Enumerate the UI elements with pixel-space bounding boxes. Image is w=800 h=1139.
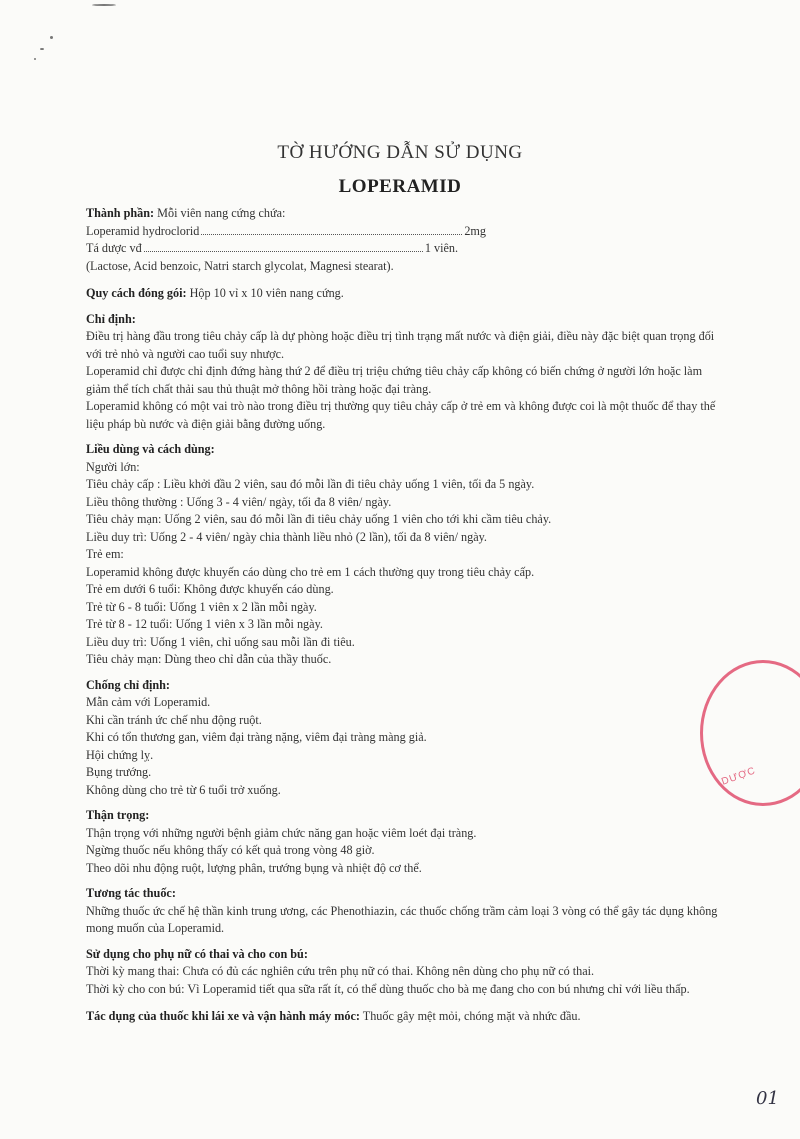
dosage-line: Trẻ em dưới 6 tuổi: Không được khuyến cáo dùng. xyxy=(86,582,334,596)
composition-section xyxy=(86,205,726,275)
dosage-line: Trẻ từ 8 - 12 tuổi: Uống 1 viên x 3 lần mỗi ngày. xyxy=(86,617,323,631)
dosage-line: Loperamid không được khuyến cáo dùng cho trẻ em 1 cách thường quy trong tiêu chảy cấp. xyxy=(86,564,535,579)
composition-intro: Mỗi viên nang cứng chứa: xyxy=(157,206,286,220)
stamp-text: DƯỢC xyxy=(720,765,758,788)
contraindications-heading: Chống chỉ định: xyxy=(86,677,170,692)
contraindication-line: Hội chứng lỵ. xyxy=(86,747,154,762)
handwritten-signature: 01 xyxy=(756,1088,779,1109)
dosage-line: Liều duy trì: Uống 2 - 4 viên/ ngày chia thành liều nhỏ (2 lần), tối đa 8 viên/ ngày. xyxy=(86,529,487,544)
precaution-line: Thận trọng với những người bệnh giảm chức năng gan hoặc viêm loét đại tràng. xyxy=(86,825,477,840)
precaution-line: Theo dõi nhu động ruột, lượng phân, trướng bụng và nhiệt độ cơ thể. xyxy=(86,860,422,875)
pregnancy-line: Thời kỳ cho con bú: Vì Loperamid tiết qua sữa rất ít, có thể dùng thuốc cho bà mẹ đang cho con bú nhưng chỉ với liều thấp. xyxy=(86,981,690,996)
interactions-section xyxy=(86,885,726,938)
pregnancy-section xyxy=(86,946,726,999)
precautions-heading: Thận trọng: xyxy=(86,808,150,822)
scan-speck xyxy=(92,4,116,6)
dosage-line: Tiêu chảy mạn: Dùng theo chỉ dẫn của thầy thuốc. xyxy=(86,652,332,666)
indications-section xyxy=(86,311,726,434)
dosage-heading: Liều dùng và cách dùng: xyxy=(86,442,215,456)
dosage-line: Người lớn: xyxy=(86,459,140,474)
scan-speck xyxy=(34,58,36,60)
pregnancy-line: Thời kỳ mang thai: Chưa có đủ các nghiên cứu trên phụ nữ có thai. Không nên dùng cho phụ nữ có thai. xyxy=(86,964,595,978)
scan-speck xyxy=(40,48,44,50)
dosage-line: Tiêu chảy cấp : Liều khởi đầu 2 viên, sau đó mỗi lần đi tiêu chảy uống 1 viên, tối đa 5 ngày. xyxy=(86,477,535,491)
dosage-line: Liều duy trì: Uống 1 viên, chỉ uống sau mỗi lần đi tiêu. xyxy=(86,634,355,649)
packaging-heading: Quy cách đóng gói: xyxy=(86,286,187,300)
driving-heading: Tác dụng của thuốc khi lái xe và vận hành máy móc: xyxy=(86,1009,360,1023)
precaution-line: Ngừng thuốc nếu không thấy có kết quả trong vòng 48 giờ. xyxy=(86,843,375,857)
contraindications-section xyxy=(86,677,726,800)
dosage-line: Liều thông thường : Uống 3 - 4 viên/ ngày, tối đa 8 viên/ ngày. xyxy=(86,494,392,509)
indications-paragraph: Điều trị hàng đầu trong tiêu chảy cấp là dự phòng hoặc điều trị tình trạng mất nước và điện giải, điều này đặc biệt quan trọng đối với trẻ nhỏ và người cao tuổi suy nhược. xyxy=(86,329,715,361)
composition-item: Tá dược vđ 1 viên. xyxy=(86,241,458,255)
indications-heading: Chỉ định: xyxy=(86,311,136,326)
contraindication-line: Mẫn cảm với Loperamid. xyxy=(86,695,211,709)
driving-section xyxy=(86,1008,726,1026)
leader-dots xyxy=(201,234,462,235)
interactions-heading: Tương tác thuốc: xyxy=(86,886,176,900)
scan-speck xyxy=(50,36,53,39)
indications-paragraph: Loperamid chỉ được chỉ định đứng hàng thứ 2 để điều trị triệu chứng tiêu chảy cấp không có biến chứng ở người lớn hoặc làm giảm thể tích chất thải sau thủ thuật mở thông hồi tràng hoặc đại tràng. xyxy=(86,364,703,396)
contraindication-line: Khi có tổn thương gan, viêm đại tràng nặng, viêm đại tràng màng giả. xyxy=(86,730,427,744)
composition-heading: Thành phần: xyxy=(86,206,155,220)
composition-excipients: (Lactose, Acid benzoic, Natri starch glycolat, Magnesi stearat). xyxy=(86,258,394,273)
composition-item: Loperamid hydroclorid 2mg xyxy=(86,223,486,238)
dosage-line: Tiêu chảy mạn: Uống 2 viên, sau đó mỗi lần đi tiêu chảy uống 1 viên cho tới khi cầm tiêu chảy. xyxy=(86,512,552,526)
leader-dots xyxy=(144,251,423,252)
product-name: LOPERAMID xyxy=(338,176,462,197)
packaging-text: Hộp 10 vỉ x 10 viên nang cứng. xyxy=(189,286,344,300)
document-body xyxy=(86,205,726,1026)
contraindication-line: Không dùng cho trẻ từ 6 tuổi trở xuống. xyxy=(86,782,281,797)
packaging-section xyxy=(86,285,726,303)
interactions-text: Những thuốc ức chế hệ thần kinh trung ương, các Phenothiazin, các thuốc chống trầm cảm loại 3 vòng có thể gây tác dụng không mong muốn của Loperamid. xyxy=(86,903,718,935)
contraindication-line: Khi cần tránh ức chế nhu động ruột. xyxy=(86,712,262,727)
pregnancy-heading: Sử dụng cho phụ nữ có thai và cho con bú: xyxy=(86,946,308,961)
dosage-section xyxy=(86,441,726,669)
dosage-line: Trẻ từ 6 - 8 tuổi: Uống 1 viên x 2 lần mỗi ngày. xyxy=(86,599,317,614)
dosage-line: Trẻ em: xyxy=(86,547,124,561)
driving-text: Thuốc gây mệt mỏi, chóng mặt và nhức đầu. xyxy=(362,1009,581,1023)
indications-paragraph: Loperamid không có một vai trò nào trong điều trị thường quy tiêu chảy cấp ở trẻ em và không được coi là một thuốc để thay thế liệu pháp bù nước và điện giải bằng đường uống. xyxy=(86,399,716,431)
precautions-section xyxy=(86,807,726,877)
document-title: TỜ HƯỚNG DẪN SỬ DỤNG xyxy=(277,142,523,163)
contraindication-line: Bụng trướng. xyxy=(86,765,152,779)
